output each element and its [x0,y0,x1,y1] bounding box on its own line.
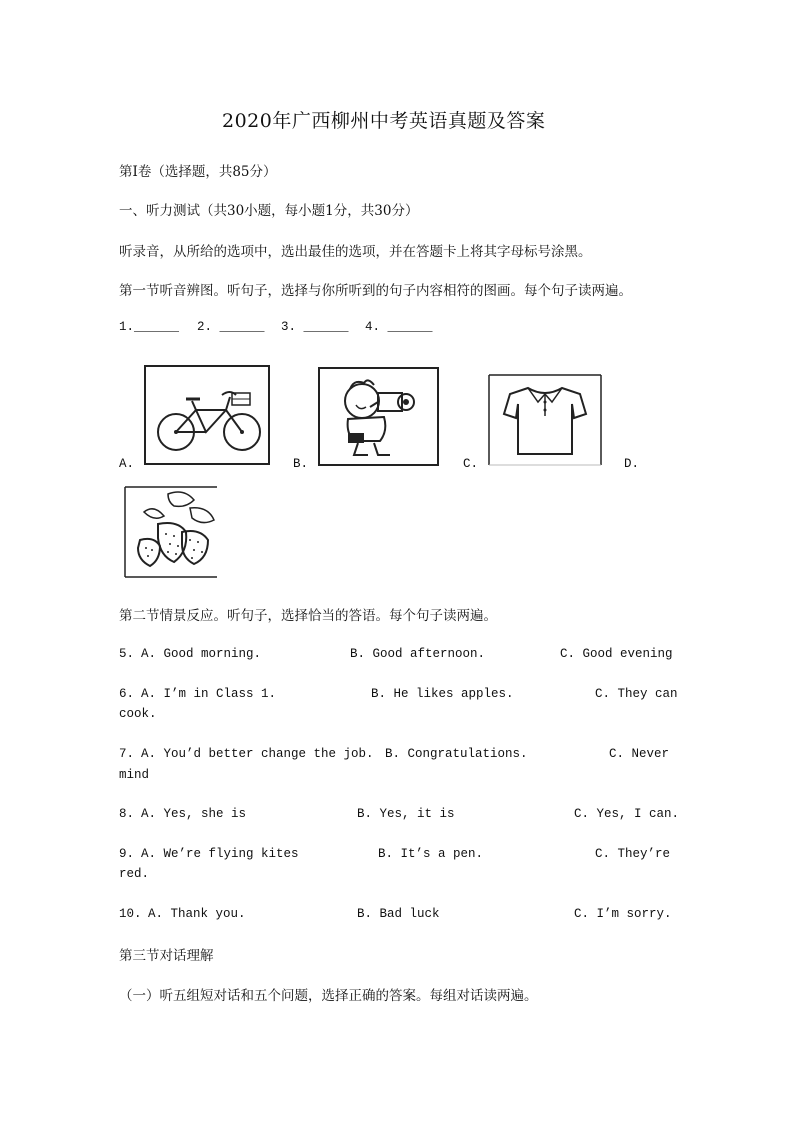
section1-heading: 一、听力测试（共30小题，每小题1分，共30分） [119,203,419,219]
option-a: A. Good morning. [141,647,262,661]
question-number: 6. [119,687,135,701]
page-title: 2020年广西柳州中考英语真题及答案 [222,110,546,132]
option-b: B. It’s a pen. [378,847,484,861]
option-c: C. They can [595,687,678,701]
bicycle-icon [144,365,270,465]
shirt-picture [488,374,602,466]
question-number: 9. [119,847,135,861]
strawberries-picture [124,486,218,578]
option-a: A. We’re flying kites [141,847,299,861]
sub3-heading: 第三节对话理解 [119,948,214,964]
option-b: B. Bad luck [357,907,440,921]
blank-3: 3. ______ [281,320,349,334]
photographer-icon [318,367,439,466]
option-b: B. Good afternoon. [350,647,486,661]
option-c-continued: cook. [119,707,157,721]
blank-1: 1.______ [119,320,180,334]
part1-heading: 第Ⅰ卷（选择题，共85分） [119,164,277,180]
shirt-icon [488,374,602,466]
option-a: A. I’m in Class 1. [141,687,277,701]
option-a: A. Thank you. [148,907,246,921]
option-b: B. Yes, it is [357,807,455,821]
option-b: B. He likes apples. [371,687,514,701]
bicycle-picture [144,365,270,465]
picture-label-c: C. [463,457,479,471]
option-c: C. Yes, I can. [574,807,680,821]
option-b: B. Congratulations. [385,747,528,761]
picture-label-d: D. [624,457,640,471]
option-a: A. You’d better change the job. [141,747,374,761]
option-c-continued: mind [119,768,150,782]
sub3-instruction: （一）听五组短对话和五个问题，选择正确的答案。每组对话读两遍。 [119,988,538,1004]
option-c: C. Good evening [560,647,673,661]
photographer-picture [318,367,439,466]
picture-label-a: A. [119,457,135,471]
question-number: 8. [119,807,135,821]
option-c: C. I’m sorry. [574,907,672,921]
instruction-text: 听录音，从所给的选项中，选出最佳的选项，并在答题卡上将其字母标号涂黑。 [119,244,592,260]
sub2-heading: 第二节情景反应。听句子，选择恰当的答语。每个句子读两遍。 [119,608,497,624]
picture-label-b: B. [293,457,309,471]
blank-2: 2. ______ [197,320,265,334]
option-c: C. Never [609,747,670,761]
strawberries-icon [124,486,218,578]
sub1-heading: 第一节听音辨图。听句子，选择与你所听到的句子内容相符的图画。每个句子读两遍。 [119,283,632,299]
question-number: 10. [119,907,142,921]
blank-4: 4. ______ [365,320,433,334]
question-number: 7. [119,747,135,761]
option-a: A. Yes, she is [141,807,247,821]
option-c: C. They’re [595,847,671,861]
option-c-continued: red. [119,867,150,881]
question-number: 5. [119,647,135,661]
